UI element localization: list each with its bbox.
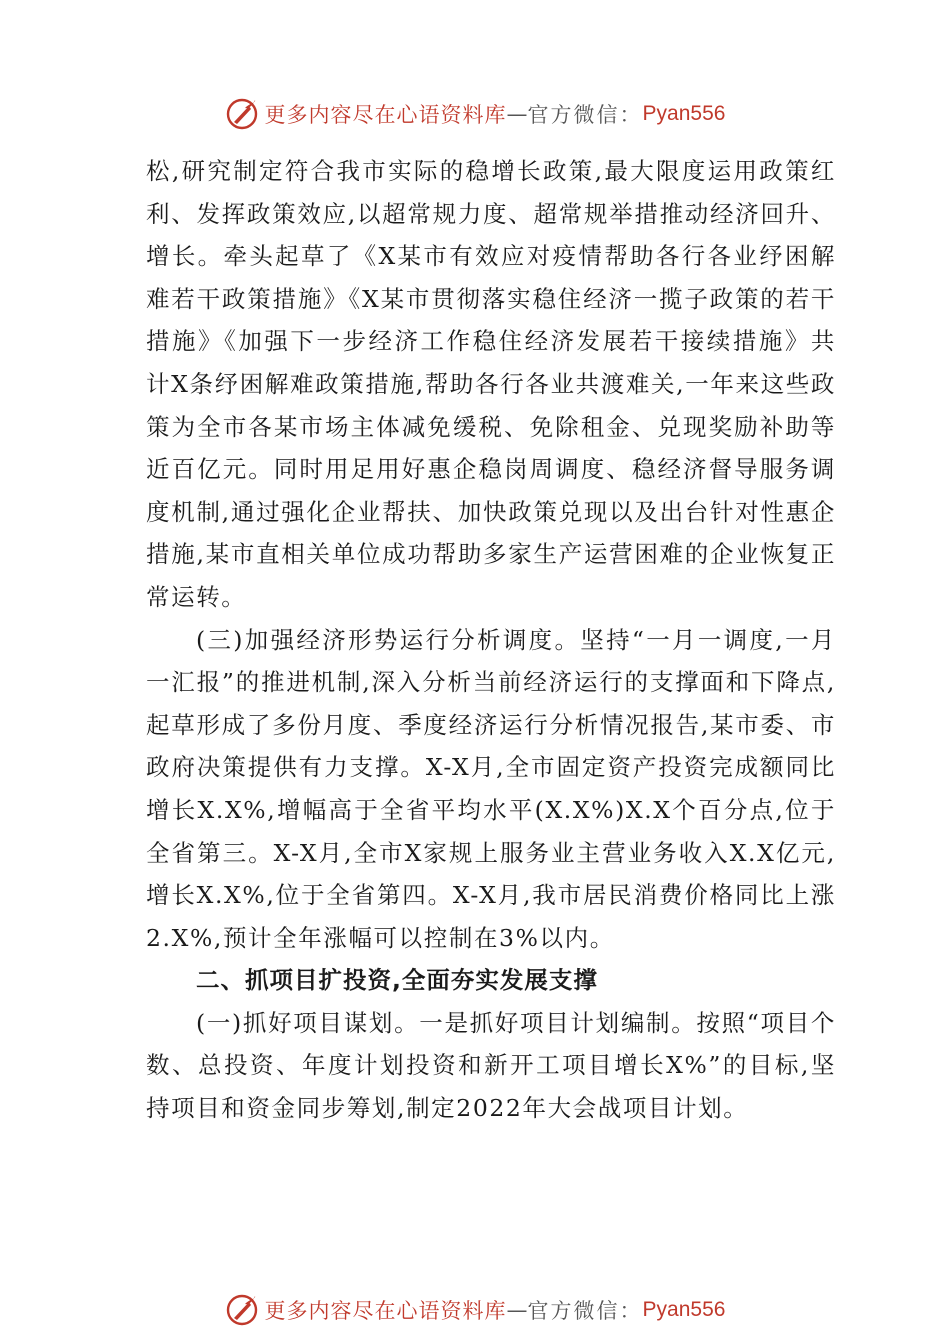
watermark-brand: 更多内容尽在心语资料库 [264,103,507,127]
watermark-separator: — [506,102,528,126]
body-paragraph: (三)加强经济形势运行分析调度。坚持“一月一调度,一月一汇报”的推进机制,深入分析当前经济运行的支撑面和下降点,起草形成了多份月度、季度经济运行分析情况报告,某市委、市政府决策提供有力支撑。X-X月,全市固定资产投资完成额同比增长X.X%,增幅高于全省平均水平(X.X%)X.X个百分点,位于全省第三。X-X月,全市X家规上服务业主营业务收入X.X亿元,增长X.X%,位于全省第四。X-X月,我市居民消费价格同比上涨2.X%,预计全年涨幅可以控制在3%以内。 [146,625,836,952]
header-watermark-banner [0,94,950,134]
quill-circle-logo-icon [225,97,259,131]
footer-watermark-banner [0,1290,950,1330]
watermark-official-label: 官方微信： [527,1299,643,1323]
watermark-separator: — [506,1298,528,1322]
watermark-wechat-id: Pyan556 [642,1298,726,1321]
section-heading: 二、抓项目扩投资,全面夯实发展支撑 [196,966,598,995]
body-paragraph: 松,研究制定符合我市实际的稳增长政策,最大限度运用政策红利、发挥政策效应,以超常规力度、超常规举措推动经济回升、增长。牵头起草了《X某市有效应对疫情帮助各行各业纾困解难若干政策措施》《X某市贯彻落实稳住经济一揽子政策的若干措施》《加强下一步经济工作稳住经济发展若干接续措施》共计X条纾困解难政策措施,帮助各行各业共渡难关,一年来这些政策为全市各某市场主体减免缓税、免除租金、兑现奖励补助等近百亿元。同时用足用好惠企稳岗周调度、稳经济督导服务调度机制,通过强化企业帮扶、加快政策兑现以及出台针对性惠企措施,某市直相关单位成功帮助多家生产运营困难的企业恢复正常运转。 [146,157,836,611]
quill-circle-logo-icon [225,1293,259,1327]
document-body [146,150,836,1130]
watermark-wechat-id: Pyan556 [642,102,726,125]
body-paragraph: (一)抓好项目谋划。一是抓好项目计划编制。按照“项目个数、总投资、年度计划投资和新开工项目增长X%”的目标,坚持项目和资金同步筹划,制定2022年大会战项目计划。 [146,1008,836,1123]
watermark-official-label: 官方微信： [527,103,643,127]
watermark-brand: 更多内容尽在心语资料库 [264,1299,507,1323]
